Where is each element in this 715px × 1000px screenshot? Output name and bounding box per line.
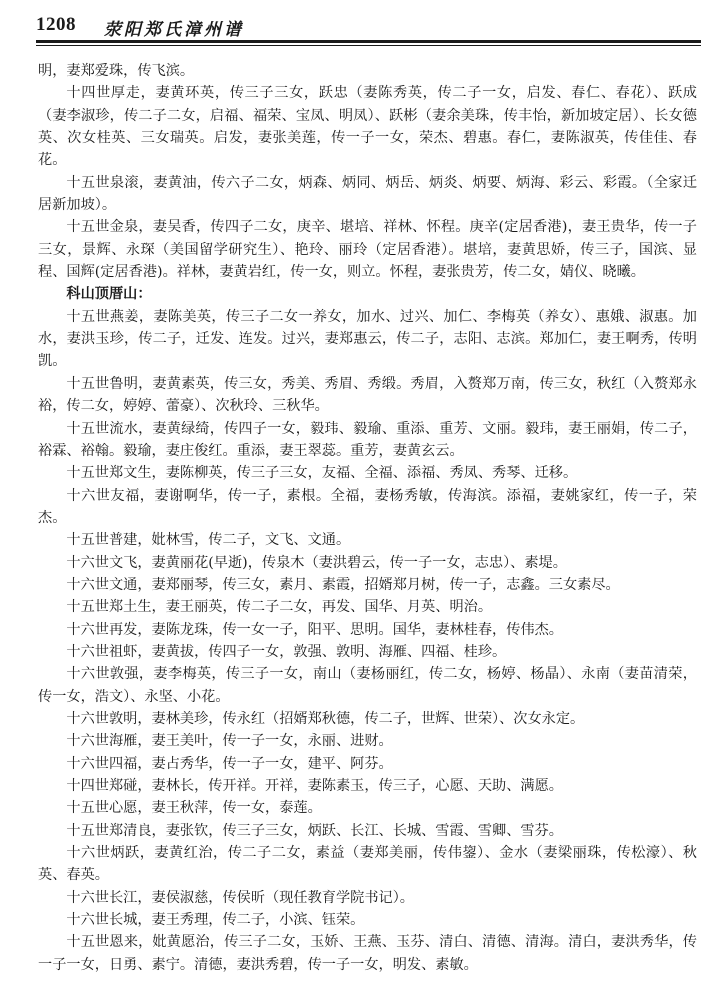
genealogy-paragraph: 十五世流水，妻黄绿绮，传四子一女，毅玮、毅瑜、重添、重芳、文丽。毅玮，妻王丽娟，传二子，裕霖、裕翰。毅瑜，妻庄俊红。重添，妻王翠蕊。重芳，妻黄玄云。 bbox=[38, 420, 697, 459]
genealogy-paragraph: 十五世金泉，妻吴香，传四子二女，庚辛、堪培、祥林、怀程。庚辛(定居香港)，妻王贵华，传一子三女，景辉、永琛（美国留学研究生）、艳玲、丽玲（定居香港）。堪培，妻黄思娇，传三子，国滨、显程、国辉(定居香港)。祥林，妻黄岩红，传一女，则立。怀程，妻张贵芳，传二女，婧仪、晓曦。 bbox=[38, 219, 697, 281]
document-body bbox=[38, 60, 697, 976]
genealogy-paragraph: 十六世长城，妻王秀理，传二子，小滨、钰荣。 bbox=[66, 912, 365, 929]
genealogy-paragraph: 十六世文通，妻郑丽琴，传三女，素月、素霞，招婿郑月树，传一子，志鑫。三女素尽。 bbox=[66, 576, 620, 593]
genealogy-paragraph: 十四世郑碰，妻林长，传开祥。开祥，妻陈素玉，传三子，心愿、天助、满愿。 bbox=[66, 778, 563, 794]
genealogy-paragraph: 十六世敦强，妻李梅英，传三子一女，南山（妻杨丽红，传二女，杨婷、杨晶）、永南（妻苗清荣，传一女，浩文）、永坚、小花。 bbox=[38, 666, 697, 705]
book-title: 荥阳郑氏漳州谱 bbox=[104, 20, 244, 40]
genealogy-paragraph: 十六世敦明，妻林美珍，传永红（招婿郑秋德，传二子，世辉、世荣）、次女永定。 bbox=[66, 710, 585, 727]
genealogy-paragraph: 十五世普建，妣林雪，传二子，文飞、文通。 bbox=[66, 532, 351, 549]
genealogy-paragraph: 十五世泉滚，妻黄油，传六子二女，炳森、炳同、炳岳、炳炎、炳要、炳海、彩云、彩霞。（全家迁居新加坡）。 bbox=[38, 174, 697, 214]
genealogy-paragraph: 十六世海雁，妻王美叶，传一子一女，永丽、进财。 bbox=[66, 733, 393, 750]
genealogy-paragraph: 十五世恩来，妣黄愿治，传三子二女，玉娇、王燕、玉芬、清白、清德、清海。清白，妻洪秀华，传一子一女，日勇、素宁。清德，妻洪秀碧，传一子一女，明发、素敏。 bbox=[38, 934, 697, 973]
genealogy-paragraph: 十四世厚走，妻黄环英，传三子三女，跃忠（妻陈秀英，传二子一女，启发、春仁、春花）、跃成（妻李淑珍，传二子二女，启福、福荣、宝凤、明凤）、跃彬（妻余美珠，传丰怡，新加坡定居）、长女德英、次女桂英、三女瑞英。启发，妻张美莲，传一子一女，荣杰、碧惠。春仁，妻陈淑英，传佳佳、春花。 bbox=[38, 85, 697, 169]
genealogy-paragraph: 十五世郑文生，妻陈柳英，传三子三女，友福、全福、添福、秀凤、秀琴、迁移。 bbox=[66, 465, 578, 482]
header-rule-thin bbox=[36, 45, 701, 46]
genealogy-paragraph: 十六世再发，妻陈龙珠，传一女一子，阳平、思明。国华，妻林桂春，传伟杰。 bbox=[66, 621, 563, 638]
genealogy-paragraph: 十五世燕姜，妻陈美英，传三子二女一养女，加水、过兴、加仁、李梅英（养女）、惠娥、淑惠。加水，妻洪玉珍，传二子，迁发、连发。过兴，妻郑惠云，传二子，志阳、志滨。郑加仁，妻王啊秀，传明凯。 bbox=[38, 308, 697, 370]
genealogy-paragraph: 十六世文飞，妻黄丽花(早逝)，传泉木（妻洪碧云，传一子一女，志忠）、素堤。 bbox=[66, 554, 567, 571]
genealogy-paragraph: 十五世鲁明，妻黄素英，传三女，秀美、秀眉、秀缎。秀眉，入赘郑万南，传三女，秋红（入赘郑永裕，传二女，婷婷、蕾豪）、次秋玲、三秋华。 bbox=[38, 375, 697, 415]
genealogy-paragraph: 十六世炳跃，妻黄红治，传二子二女，素益（妻郑美丽，传伟鋆）、金水（妻梁丽珠，传松濠）、秋英、春英。 bbox=[38, 845, 697, 884]
genealogy-paragraph: 十六世祖虾，妻黄拔，传四子一女，敦强、敦明、海雁、四福、桂珍。 bbox=[66, 643, 507, 660]
genealogy-paragraph: 十六世友福，妻谢啊华，传一子，素根。全福，妻杨秀敏，传海滨。添福，妻姚家红，传一子，荣杰。 bbox=[38, 487, 697, 526]
section-heading: 科山顶厝山： bbox=[66, 286, 152, 303]
page-header bbox=[36, 10, 701, 40]
genealogy-paragraph: 十五世郑清良，妻张钦，传三子三女，炳跃、长江、长城、雪霞、雪卿、雪芬。 bbox=[66, 822, 563, 839]
header-rule bbox=[36, 40, 701, 43]
genealogy-paragraph: 十六世四福，妻占秀华，传一子一女，建平、阿芬。 bbox=[66, 755, 393, 772]
genealogy-paragraph: 十五世郑土生，妻王丽英，传二子二女，再发、国华、月英、明治。 bbox=[66, 599, 493, 616]
genealogy-paragraph: 明，妻郑爱珠，传飞滨。 bbox=[38, 63, 195, 79]
genealogy-paragraph: 十六世长江，妻侯淑慈，传侯昕（现任教育学院书记）。 bbox=[66, 889, 414, 906]
genealogy-paragraph: 十五世心愿，妻王秋萍，传一女，泰莲。 bbox=[66, 800, 322, 817]
page-number: 1208 bbox=[36, 14, 76, 35]
